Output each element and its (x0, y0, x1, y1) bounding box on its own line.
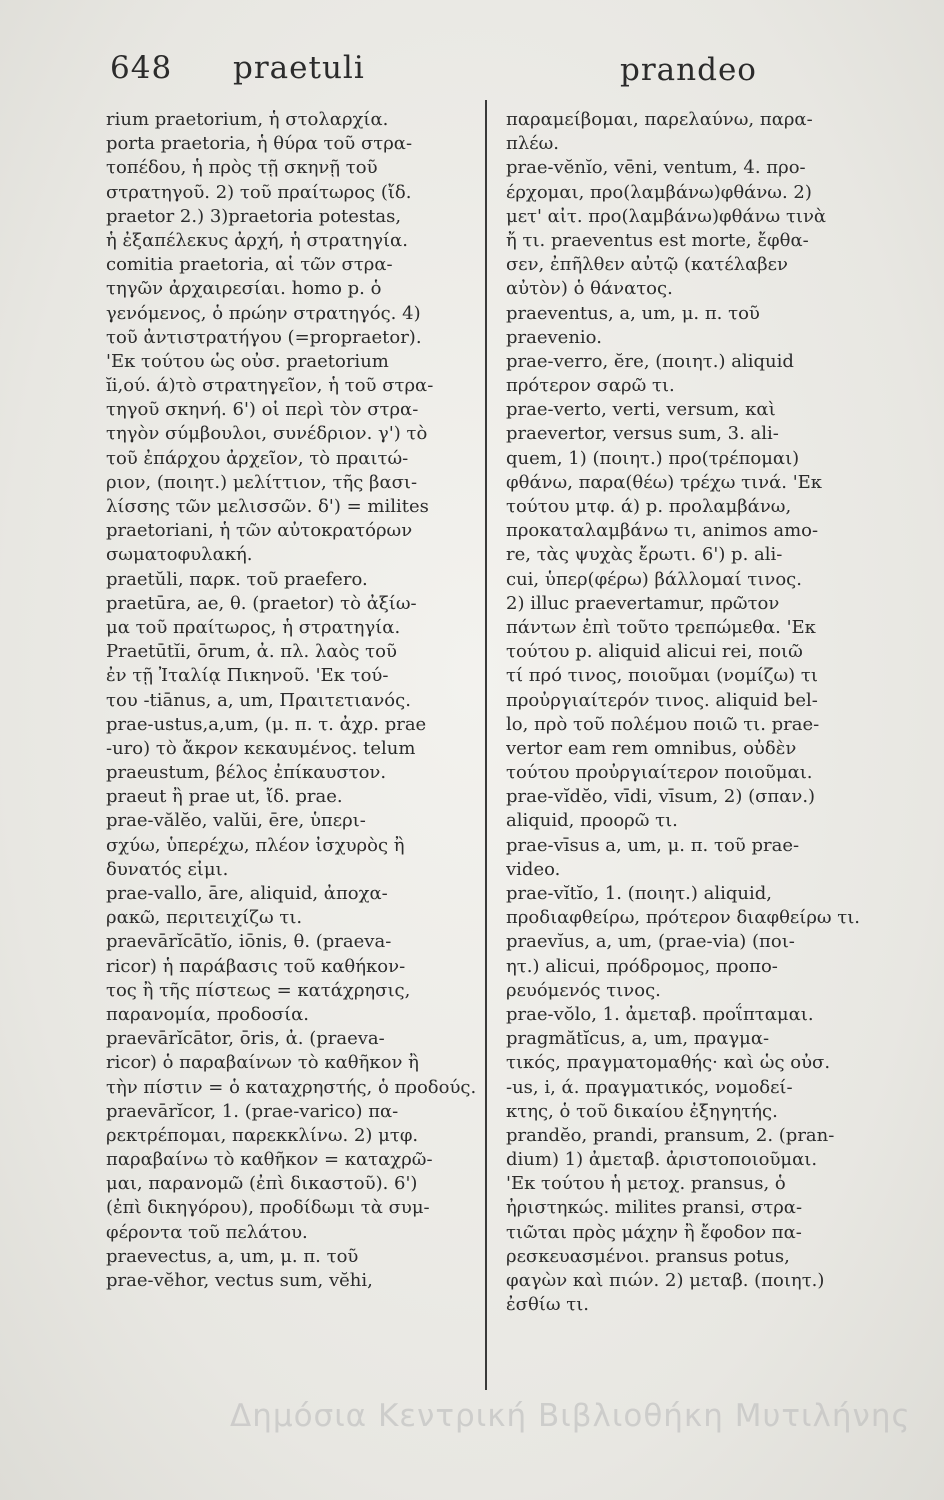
entry-line: ĭi,ού. ά)τὸ στρατηγεῖον, ἡ τοῦ στρα- (106, 375, 434, 397)
guide-word-right: prandeo (620, 52, 757, 88)
entry-line: στρατηγοῦ. 2) τοῦ πραίτωρος (ἴδ. (106, 181, 412, 203)
entry-line: τούτου p. aliquid alicui rei, ποιῶ (506, 641, 803, 663)
entry-line: μα τοῦ πραίτωρος, ἡ στρατηγία. (106, 616, 401, 638)
entry-line: prae-vŏlo, 1. ἀμεταβ. προΐπταμαι. (506, 1003, 814, 1025)
entry-line: prae-vĕhor, vectus sum, vĕhi, (106, 1270, 373, 1291)
entry-line: ρακῶ, περιτειχίζω τι. (106, 907, 303, 929)
entry-line: comitia praetoria, αἱ τῶν στρα- (106, 254, 393, 276)
entry-line: προὐργιαίτερόν τινος. aliquid bel- (506, 689, 818, 711)
entry-line: ricor) ὁ παραβαίνων τὸ καθῆκον ἢ (106, 1052, 419, 1074)
entry-line: prae-ustus,a,um, (μ. π. τ. ἀχρ. prae (106, 713, 427, 735)
entry-line: ητ.) alicui, πρόδρομος, προπο- (506, 955, 778, 977)
entry-line: παρανομία, προδοσία. (106, 1003, 310, 1025)
entry-line: ἡ ἐξαπέλεκυς ἀρχή, ἡ στρατηγία. (106, 229, 408, 251)
entry-line: prandĕo, prandi, pransum, 2. (pran- (506, 1124, 835, 1146)
entry-line: praevenio. (506, 326, 602, 348)
entry-line: praeustum, βέλος ἐπίκαυστον. (106, 762, 387, 784)
entry-line: praeut ἢ prae ut, ἴδ. prae. (106, 786, 343, 808)
entry-line: τηγῶν ἀρχαιρεσίαι. homo p. ὁ (106, 278, 382, 300)
entry-line: praetūra, ae, θ. (praetor) τὸ ἀξίω- (106, 592, 417, 614)
entry-line: re, τὰς ψυχὰς ἔρωτι. 6') p. ali- (506, 544, 783, 566)
entry-line: prae-vĭdĕo, vīdi, vīsum, 2) (σπαν.) (506, 786, 816, 808)
entry-line: ρεσκευασμένοι. pransus potus, (506, 1245, 790, 1267)
entry-line: παραμείβομαι, παρελαύνω, παρα- (506, 109, 813, 130)
entry-line: ρεκτρέπομαι, παρεκκλίνω. 2) μτφ. (106, 1124, 419, 1146)
entry-line: praetŭli, παρκ. τοῦ praefero. (106, 568, 368, 590)
entry-line: τὴν πίστιν = ὁ καταχρηστής, ὁ προδούς. (106, 1076, 477, 1098)
entry-line: τούτου μτφ. ά) p. προλαμβάνω, (506, 496, 792, 517)
entry-line: prae-vīsus a, um, μ. π. τοῦ prae- (506, 834, 800, 856)
entry-line: δυνατός εἰμι. (106, 858, 229, 880)
library-watermark: Δημόσια Κεντρική Βιβλιοθήκη Μυτιλήνης (230, 1398, 911, 1434)
entry-line: ἠριστηκώς. milites pransi, στρα- (506, 1197, 803, 1219)
entry-line: ριον, (ποιητ.) μελίττιον, τῆς βασι- (106, 471, 418, 493)
entry-line: 'Εκ τούτου ὡς οὐσ. praetorium (106, 350, 389, 372)
entry-line: κτης, ὁ τοῦ δικαίου ἐξηγητής. (506, 1100, 778, 1122)
entry-line: praeventus, a, um, μ. π. τοῦ (506, 302, 760, 324)
entry-line: 2) illuc praevertamur, πρῶτον (506, 592, 780, 614)
entry-line: -uro) τὸ ἄκρον κεκαυμένος. telum (106, 737, 416, 759)
entry-line: 'Εκ τούτου ἡ μετοχ. pransus, ὁ (506, 1173, 786, 1195)
entry-line: cui, ὑπερ(φέρω) βάλλομαί τινος. (506, 568, 802, 590)
entry-line: dium) 1) ἀμεταβ. ἀριστοποιοῦμαι. (506, 1149, 818, 1171)
entry-line: μαι, παρανομῶ (ἐπὶ δικαστοῦ). 6') (106, 1173, 418, 1195)
entry-line: προδιαφθείρω, πρότερον διαφθείρω τι. (506, 907, 861, 929)
entry-line: πάντων ἐπὶ τοῦτο τρεπώμεθα. 'Εκ (506, 616, 816, 638)
entry-line: τοῦ ἐπάρχου ἀρχεῖον, τὸ πραιτώ- (106, 447, 409, 469)
entry-line: μετ' αἰτ. προ(λαμβάνω)φθάνω τινὰ (506, 205, 827, 227)
left-column (106, 108, 484, 1293)
entry-line: pragmătĭcus, a, um, πραγμα- (506, 1028, 770, 1050)
entry-line: τικός, πραγματομαθής· καὶ ὡς οὐσ. (506, 1052, 831, 1074)
entry-line: prae-vĕnĭo, vēni, ventum, 4. προ- (506, 157, 806, 179)
entry-line: σχύω, ὑπερέχω, πλέον ἰσχυρὸς ἢ (106, 834, 405, 856)
page-number: 648 (110, 50, 173, 86)
entry-line: ἤ τι. praeventus est morte, ἔφθα- (506, 229, 809, 251)
entry-line: prae-vallo, āre, aliquid, ἀποχα- (106, 883, 388, 904)
entry-line: σωματοφυλακή. (106, 544, 253, 566)
entry-line: praevectus, a, um, μ. π. τοῦ (106, 1245, 359, 1267)
entry-line: αὐτὸν) ὁ θάνατος. (506, 278, 673, 300)
entry-line: prae-verro, ĕre, (ποιητ.) aliquid (506, 350, 794, 372)
entry-line: porta praetoria, ἡ θύρα τοῦ στρα- (106, 133, 413, 155)
entry-line: prae-vălĕo, valŭi, ēre, ὑπερι- (106, 810, 366, 832)
entry-line: προκαταλαμβάνω τι, animos amo- (506, 520, 819, 542)
entry-line: έρχομαι, προ(λαμβάνω)φθάνω. 2) (506, 181, 812, 203)
entry-line: παραβαίνω τὸ καθῆκον = καταχρῶ- (106, 1149, 433, 1171)
entry-line: -us, i, ά. πραγματικός, νομοδεί- (506, 1076, 793, 1098)
entry-line: τί πρό τινος, ποιοῦμαι (νομίζω) τι (506, 665, 818, 687)
entry-line: τηγοῦ σκηνή. 6') οἱ περὶ τὸν στρα- (106, 399, 419, 421)
entry-line: ρευόμενός τινος. (506, 979, 661, 1001)
entry-line: prae-verto, verti, versum, καὶ (506, 399, 776, 421)
entry-line: λίσσης τῶν μελισσῶν. δ') = milites (106, 496, 429, 517)
entry-line: πρότερον σαρῶ τι. (506, 375, 675, 397)
entry-line: σεν, ἐπῆλθεν αὐτῷ (κατέλαβεν (506, 254, 788, 276)
entry-line: ἐσθίω τι. (506, 1294, 589, 1316)
entry-line: aliquid, προορῶ τι. (506, 810, 678, 832)
entry-line: ἐν τῇ Ἰταλίᾳ Πικηνοῦ. 'Εκ τού- (106, 665, 389, 687)
entry-line: praevārĭcātĭo, iōnis, θ. (praeva- (106, 931, 392, 953)
entry-line: φαγὼν καὶ πιών. 2) μεταβ. (ποιητ.) (506, 1270, 825, 1291)
entry-line: lo, πρὸ τοῦ πολέμου ποιῶ τι. prae- (506, 713, 820, 735)
entry-line: quem, 1) (ποιητ.) προ(τρέπομαι) (506, 447, 800, 469)
entry-line: praevārĭcātor, ōris, ἀ. (praeva- (106, 1028, 385, 1050)
entry-line: Praetūtĭi, ōrum, ἀ. πλ. λαὸς τοῦ (106, 641, 397, 663)
guide-word-left: praetuli (233, 50, 365, 86)
entry-line: vertor eam rem omnibus, οὐδὲν (506, 737, 797, 759)
entry-line: τιῶται πρὸς μάχην ἢ ἔφοδον πα- (506, 1221, 802, 1243)
entry-line: ricor) ἡ παράβασις τοῦ καθήκον- (106, 955, 406, 977)
entry-line: praevertor, versus sum, 3. ali- (506, 423, 779, 445)
entry-line: praevārĭcor, 1. (prae-varico) πα- (106, 1100, 399, 1122)
entry-line: φθάνω, παρα(θέω) τρέχω τινά. 'Εκ (506, 471, 823, 493)
entry-line: του -tiānus, a, um, Πραιτετιανός. (106, 689, 411, 711)
entry-line: prae-vĭtĭo, 1. (ποιητ.) aliquid, (506, 883, 773, 904)
entry-line: τος ἢ τῆς πίστεως = κατάχρησις, (106, 979, 411, 1001)
entry-line: rium praetorium, ἡ στολαρχία. (106, 109, 389, 130)
page-header (0, 50, 944, 100)
entry-line: τούτου προὐργιαίτερον ποιοῦμαι. (506, 762, 813, 784)
column-divider (485, 100, 487, 1390)
entry-line: γενόμενος, ὁ πρώην στρατηγός. 4) (106, 302, 421, 324)
entry-line: (ἐπὶ δικηγόρου), προδίδωμι τὰ συμ- (106, 1197, 430, 1219)
right-column (506, 108, 884, 1317)
entry-line: φέροντα τοῦ πελάτου. (106, 1221, 308, 1243)
entry-line: praetoriani, ἡ τῶν αὐτοκρατόρων (106, 520, 413, 542)
entry-line: praevĭus, a, um, (prae-via) (ποι- (506, 931, 795, 953)
entry-line: τοπέδου, ἡ πρὸς τῇ σκηνῇ τοῦ (106, 157, 378, 179)
entry-line: τοῦ ἀντιστρατήγου (=propraetor). (106, 326, 422, 348)
entry-line: τηγὸν σύμβουλοι, συνέδριον. γ') τὸ (106, 423, 428, 445)
entry-line: πλέω. (506, 133, 559, 155)
entry-line: praetor 2.) 3)praetoria potestas, (106, 205, 402, 227)
entry-line: video. (506, 858, 561, 880)
